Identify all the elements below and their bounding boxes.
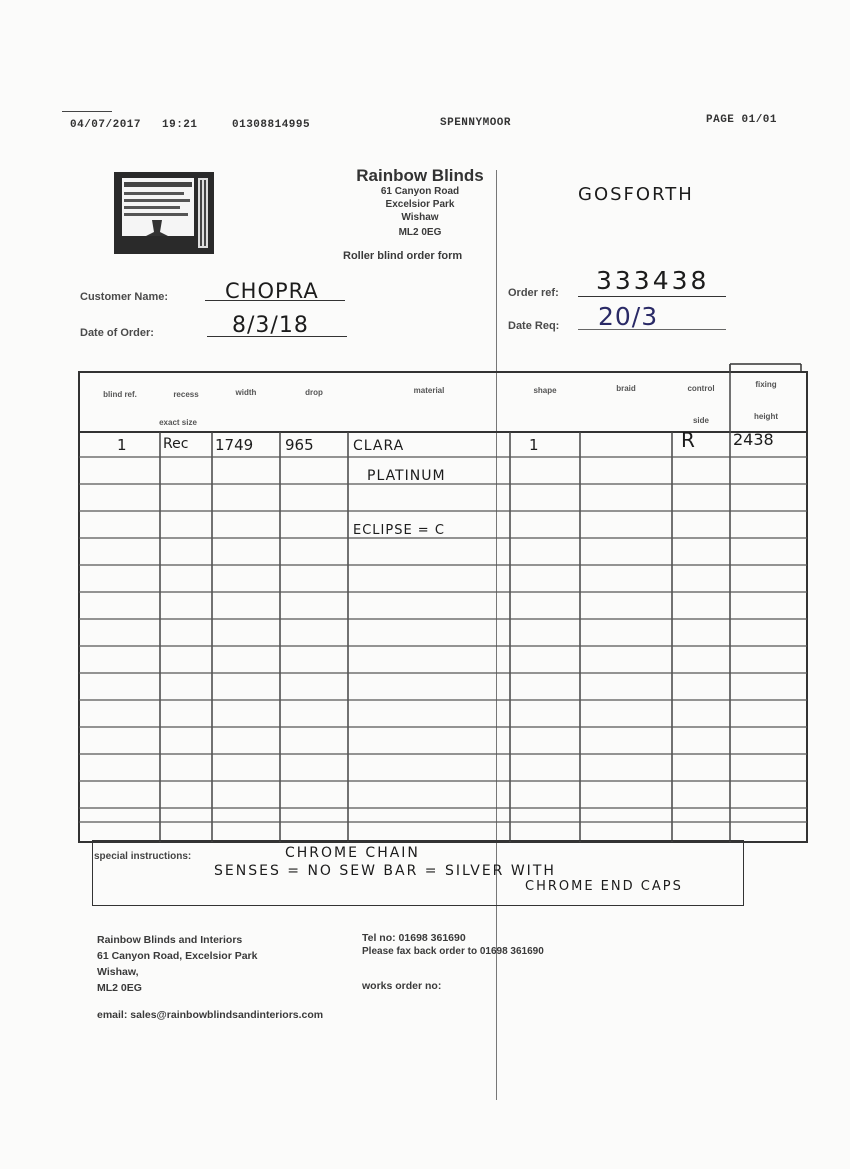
cell-material-4: ECLIPSE = C bbox=[353, 523, 445, 538]
footer-tel: Tel no: 01698 361690 bbox=[362, 932, 466, 944]
cell-material: CLARA bbox=[353, 438, 405, 454]
order-ref-line bbox=[578, 296, 726, 297]
fax-location: SPENNYMOOR bbox=[440, 117, 512, 129]
header-fixing: fixing bbox=[755, 380, 777, 389]
fax-date: 04/07/2017 bbox=[70, 119, 142, 131]
fax-page: PAGE 01/01 bbox=[706, 114, 778, 126]
footer-works-order: works order no: bbox=[362, 980, 442, 992]
company-logo bbox=[112, 170, 216, 256]
date-of-order-label: Date of Order: bbox=[80, 327, 154, 339]
date-req-value: 20/3 bbox=[598, 302, 659, 331]
fax-number: 01308814995 bbox=[232, 119, 311, 131]
customer-name-label: Customer Name: bbox=[80, 291, 169, 303]
special-instructions-label: special instructions: bbox=[94, 851, 192, 862]
header-width: width bbox=[235, 388, 257, 397]
cell-control-side: R bbox=[681, 428, 695, 452]
company-name: Rainbow Blinds bbox=[356, 166, 484, 185]
header-control: control bbox=[687, 384, 715, 393]
company-address-line-3: Wishaw bbox=[401, 212, 439, 223]
footer-address-2: Wishaw, bbox=[97, 966, 139, 978]
company-address-line-1: 61 Canyon Road bbox=[380, 186, 460, 197]
cell-blind-ref: 1 bbox=[117, 436, 127, 454]
cell-fixing-height: 2438 bbox=[733, 430, 774, 449]
footer-fax-back: Please fax back order to 01698 361690 bbox=[362, 946, 544, 957]
subheader-control-side: side bbox=[692, 416, 709, 425]
order-ref-value: 333438 bbox=[596, 266, 710, 295]
header-braid: braid bbox=[616, 384, 636, 393]
date-req-label: Date Req: bbox=[508, 320, 560, 332]
header-recess: recess bbox=[173, 390, 199, 399]
order-table bbox=[77, 360, 814, 850]
fax-time: 19:21 bbox=[162, 119, 198, 131]
company-address-line-4: ML2 0EG bbox=[398, 227, 442, 238]
header-blind-ref: blind ref. bbox=[103, 390, 137, 399]
footer-email: email: sales@rainbowblindsandinteriors.com bbox=[97, 1009, 324, 1021]
special-instructions-line-1: CHROME CHAIN bbox=[285, 845, 420, 861]
cell-material-2: PLATINUM bbox=[367, 468, 446, 484]
handwritten-location: GOSFORTH bbox=[578, 184, 694, 205]
special-instructions-line-2: SENSES = NO SEW BAR = SILVER WITH bbox=[214, 863, 556, 879]
company-address-line-2: Excelsior Park bbox=[385, 199, 455, 210]
cell-drop: 965 bbox=[285, 436, 314, 454]
fax-header-rule bbox=[62, 111, 112, 112]
customer-name-value: CHOPRA bbox=[225, 279, 319, 303]
cell-shape: 1 bbox=[529, 436, 539, 454]
cell-recess: Rec bbox=[163, 436, 189, 452]
header-shape: shape bbox=[533, 386, 557, 395]
subheader-fixing-height: height bbox=[754, 412, 778, 421]
header-drop: drop bbox=[305, 388, 323, 397]
footer-address-1: 61 Canyon Road, Excelsior Park bbox=[97, 950, 258, 962]
header-material: material bbox=[413, 386, 445, 395]
footer-company-name: Rainbow Blinds and Interiors bbox=[97, 934, 243, 946]
date-of-order-value: 8/3/18 bbox=[232, 313, 309, 338]
order-ref-label: Order ref: bbox=[508, 287, 559, 299]
special-instructions-line-3: CHROME END CAPS bbox=[525, 879, 683, 894]
cell-width: 1749 bbox=[215, 436, 254, 454]
footer-address-3: ML2 0EG bbox=[97, 982, 142, 994]
subheader-recess: exact size bbox=[159, 418, 197, 427]
form-title: Roller blind order form bbox=[343, 250, 463, 262]
